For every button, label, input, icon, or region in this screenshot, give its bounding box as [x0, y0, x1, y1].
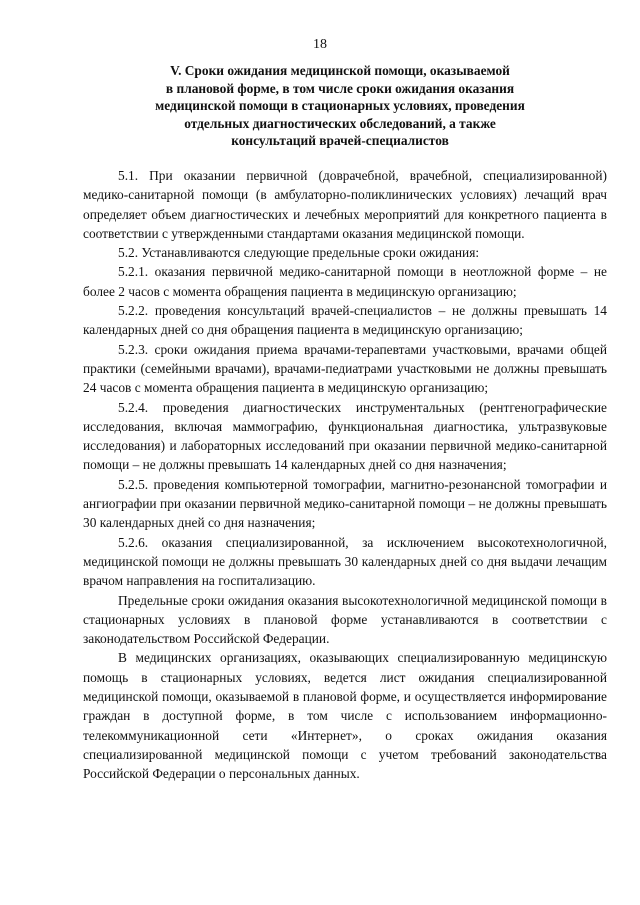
paragraph-5-2-3: 5.2.3. сроки ожидания приема врачами-терапевтами участковыми, врачами общей практики (семейными врачами), врачами-педиатрами участковыми не должны превышать 24 часов с момента обращения пациента в медицинскую организацию;: [83, 341, 607, 396]
paragraph-5-2-4: 5.2.4. проведения диагностических инструментальных (рентгенографические исследования, включая маммографию, функциональная диагностика, ультразвуковые исследования) и лабораторных исследований при оказании первичной медико-санитарной помощи – не должны превышать 14 календарных дней со дня назначения;: [83, 399, 607, 473]
section-title-line: отдельных диагностических обследований, а также: [184, 115, 496, 131]
paragraph-high-tech-care: Предельные сроки ожидания оказания высокотехнологичной медицинской помощи в стационарных условиях в плановой форме устанавливаются в соответствии с законодательством Российской Федерации.: [83, 592, 607, 647]
paragraph-5-1: 5.1. При оказании первичной (доврачебной, врачебной, специализированной) медико-санитарной помощи (в амбулаторно-поликлинических условиях) лечащий врач определяет объем диагностических и лечебных мероприятий для конкретного пациента в соответствии с утвержденными стандартами оказания медицинской помощи.: [83, 168, 607, 241]
paragraph-5-2-6: 5.2.6. оказания специализированной, за исключением высокотехнологичной, медицинской помощи не должны превышать 30 календарных дней со дня выдачи лечащим врачом направления на госпитализацию.: [83, 534, 607, 589]
section-title-line: консультаций врачей-специалистов: [231, 133, 449, 148]
paragraph-5-2-2: 5.2.2. проведения консультаций врачей-специалистов – не должны превышать 14 календарных дней со дня обращения пациента в медицинскую организацию;: [83, 303, 607, 338]
section-title-line: в плановой форме, в том числе сроки ожидания оказания: [165, 80, 515, 96]
section-title-line: медицинской помощи в стационарных условиях, проведения: [155, 98, 525, 113]
paragraph-waiting-list: В медицинских организациях, оказывающих специализированную медицинскую помощь в стационарных условиях, ведется лист ожидания специализированной медицинской помощи, оказываемой в плановой форме, и осуществляется информирование граждан в доступной форме, в том числе с использованием информационно-телекоммуникационной сети «Интернет», о сроках ожидания оказания специализированной медицинской помощи с учетом требований законодательства Российской Федерации о персональных данных.: [83, 650, 607, 782]
section-body: [83, 166, 607, 784]
section-title-line: V. Сроки ожидания медицинской помощи, оказываемой: [170, 63, 510, 78]
section-title: [80, 62, 600, 150]
paragraph-5-2: 5.2. Устанавливаются следующие предельные сроки ожидания:: [118, 245, 480, 261]
paragraph-5-2-1: 5.2.1. оказания первичной медико-санитарной помощи в неотложной форме – не более 2 часов с момента обращения пациента в медицинскую организацию;: [83, 264, 607, 299]
paragraph-5-2-5: 5.2.5. проведения компьютерной томографии, магнитно-резонансной томографии и ангиографии при оказании первичной медико-санитарной помощи – не должны превышать 30 календарных дней со дня назначения;: [83, 476, 607, 531]
page-number: 18: [313, 37, 327, 52]
